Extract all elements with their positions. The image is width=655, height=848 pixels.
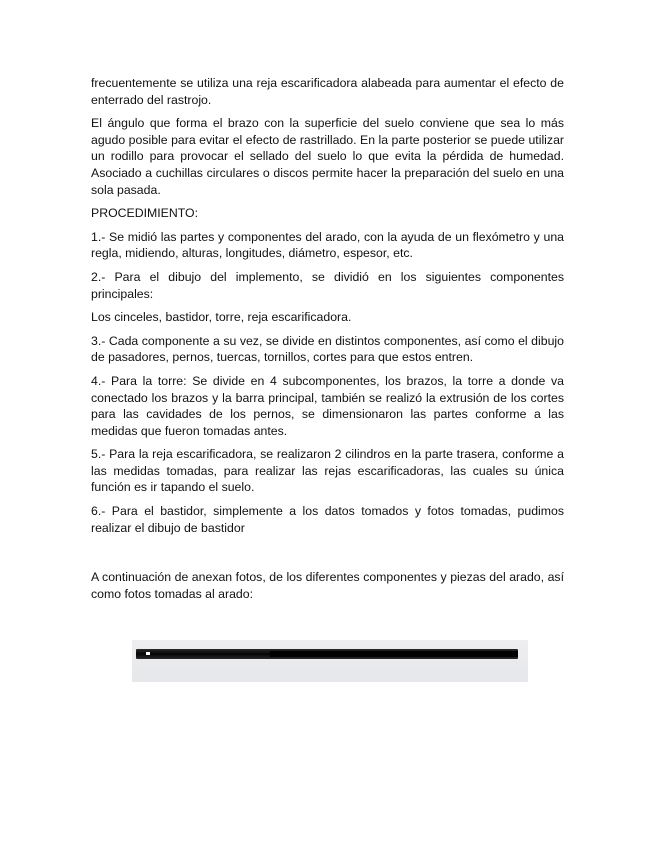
step-6: 6.- Para el bastidor, simplemente a los datos tomados y fotos tomadas, pudimos realizar el dibujo de bastidor [91,504,564,535]
paragraph-anexo-fotos: A continuación de anexan fotos, de los diferentes componentes y piezas del arado, así como fotos tomadas al arado: [91,570,564,601]
paragraph-angulo-brazo: El ángulo que forma el brazo con la superficie del suelo conviene que sea lo más agudo posible para evitar el efecto de rastrillado. En la parte posterior se puede utilizar un rodillo para provocar el sellado del suelo lo que evita la pérdida de humedad. Asociado a cuchillas circulares o discos permite hacer la preparación del suelo en una sola pasada. [91,116,564,197]
rod-render-image [132,640,528,682]
component-list: Los cinceles, bastidor, torre, reja escarificadora. [91,310,352,325]
paragraph-reja-alabeada: frecuentemente se utiliza una reja escarificadora alabeada para aumentar el efecto de enterrado del rastrojo. [91,76,564,107]
step-1: 1.- Se midió las partes y componentes del arado, con la ayuda de un flexómetro y una regla, midiendo, alturas, longitudes, diámetro, espesor, etc. [91,229,564,261]
step-2: 2.- Para el dibujo del implemento, se dividió en los siguientes componentes principales: [91,269,564,301]
heading-procedimiento: PROCEDIMIENTO: [91,206,199,221]
document-body [91,75,564,609]
spacer [91,543,564,569]
step-4: 4.- Para la torre: Se divide en 4 subcomponentes, los brazos, la torre a donde va conectado los brazos y la barra principal, también se realizó la extrusión de los cortes para las cavidades de los pernos, se dimensionaron las partes conforme a las medidas que fueron tomadas antes. [91,373,564,438]
step-3: 3.- Cada componente a su vez, se divide en distintos componentes, así como el dibujo de pasadores, pernos, tuercas, tornillos, cortes para que estos entren. [91,333,564,365]
rod-end-mark [146,652,150,655]
step-5: 5.- Para la reja escarificadora, se realizaron 2 cilindros en la parte trasera, conforme a las medidas tomadas, para realizar las rejas escarificadoras, las cuales su única función es ir tapando el suelo. [91,447,564,495]
rod-thin-section [270,651,518,657]
